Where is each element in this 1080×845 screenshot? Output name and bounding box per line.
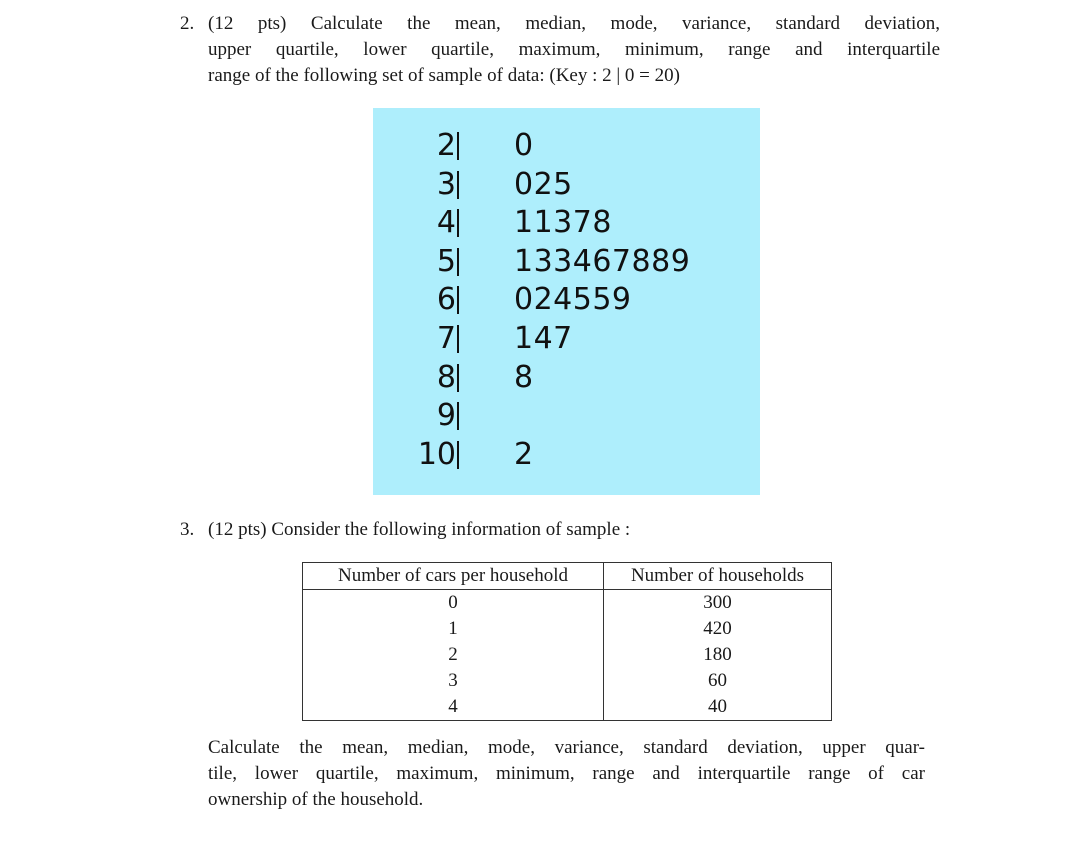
stem-leaf-row xyxy=(373,242,760,281)
table-row xyxy=(303,590,832,617)
table-cell: 1 xyxy=(303,616,604,642)
stem-divider xyxy=(457,132,459,160)
table-cell: 40 xyxy=(604,694,832,721)
stem-leaf-row xyxy=(373,358,760,397)
problem-3-instructions xyxy=(208,735,925,813)
stem-leaf-row xyxy=(373,435,760,474)
stem-value: 5 xyxy=(436,244,456,279)
table-cell: 180 xyxy=(604,642,832,668)
stem-leaf-row xyxy=(373,396,760,435)
column-header-households: Number of households xyxy=(604,563,832,590)
table-cell: 300 xyxy=(604,590,832,617)
table-row xyxy=(303,616,832,642)
stem-divider xyxy=(457,441,459,469)
stem-divider xyxy=(457,248,459,276)
column-header-cars: Number of cars per household xyxy=(303,563,604,590)
stem-value: 2 xyxy=(436,128,456,163)
problem-2-number: 2. xyxy=(180,13,195,34)
leaf-values: 147 xyxy=(514,321,573,356)
problem-3 xyxy=(180,517,940,543)
stem-leaf-row xyxy=(373,280,760,319)
problem-2-text xyxy=(208,11,940,89)
stem-divider xyxy=(457,364,459,392)
table-row xyxy=(303,694,832,721)
problem-2-line-1: (12 pts) Calculate the mean, median, mode, variance, standard deviation, xyxy=(208,13,940,34)
stem-leaf-row xyxy=(373,126,760,165)
problem-2-line-3: range of the following set of sample of data: (Key : 2 | 0 = 20) xyxy=(208,65,680,86)
table-cell: 4 xyxy=(303,694,604,721)
cars-households-table xyxy=(302,562,832,721)
stem-divider xyxy=(457,286,459,314)
leaf-values: 025 xyxy=(514,167,573,202)
stem-leaf-row xyxy=(373,203,760,242)
table-cell: 420 xyxy=(604,616,832,642)
stem-leaf-row xyxy=(373,319,760,358)
table-cell: 0 xyxy=(303,590,604,617)
stem-value: 4 xyxy=(436,205,456,240)
leaf-values: 0 xyxy=(514,128,534,163)
stem-value: 10 xyxy=(417,437,456,472)
problem-2-line-2: upper quartile, lower quartile, maximum, minimum, range and interquartile xyxy=(208,39,940,60)
problem-3-number: 3. xyxy=(180,519,195,540)
table-row xyxy=(303,642,832,668)
leaf-values: 8 xyxy=(514,360,534,395)
stem-leaf-plot xyxy=(373,108,760,495)
leaf-values: 11378 xyxy=(514,205,612,240)
leaf-values: 024559 xyxy=(514,282,632,317)
stem-divider xyxy=(457,209,459,237)
table-row xyxy=(303,668,832,694)
problem-2 xyxy=(180,11,940,89)
stem-leaf-row xyxy=(373,165,760,204)
leaf-values: 2 xyxy=(514,437,534,472)
stem-divider xyxy=(457,402,459,430)
table-cell: 3 xyxy=(303,668,604,694)
problem-3-follow-line-1: Calculate the mean, median, mode, variance, standard deviation, upper quar- xyxy=(208,737,925,758)
leaf-values: 133467889 xyxy=(514,244,691,279)
stem-value: 8 xyxy=(436,360,456,395)
table-header-row xyxy=(303,563,832,590)
stem-value: 6 xyxy=(436,282,456,317)
stem-value: 7 xyxy=(436,321,456,356)
problem-3-intro: (12 pts) Consider the following information of sample : xyxy=(208,519,631,540)
stem-value: 3 xyxy=(436,167,456,202)
stem-divider xyxy=(457,325,459,353)
stem-divider xyxy=(457,171,459,199)
problem-3-follow-line-3: ownership of the household. xyxy=(208,789,424,810)
table-cell: 60 xyxy=(604,668,832,694)
problem-3-follow-line-2: tile, lower quartile, maximum, minimum, range and interquartile range of car xyxy=(208,763,925,784)
stem-value: 9 xyxy=(436,398,456,433)
table-cell: 2 xyxy=(303,642,604,668)
